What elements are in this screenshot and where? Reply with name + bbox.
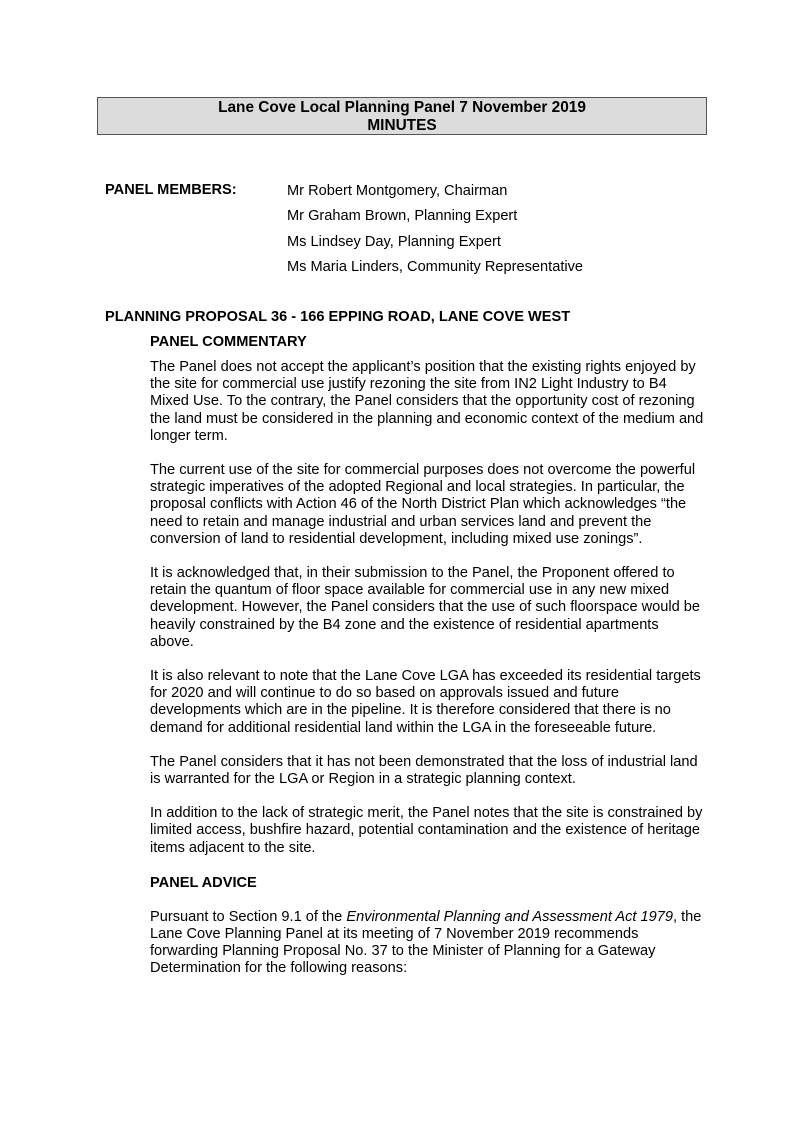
commentary-paragraph: It is also relevant to note that the Lane Cove LGA has exceeded its residential targets for 2020 and will continue to do so based on approvals issued and future developments which are in the pipeline. It is therefore considered that there is no demand for additional residential land within the LGA in the foreseeable future. <box>150 668 701 736</box>
commentary-heading: PANEL COMMENTARY <box>150 334 307 350</box>
document-title: Lane Cove Local Planning Panel 7 November 2019 <box>218 99 586 116</box>
proposal-heading: PLANNING PROPOSAL 36 - 166 EPPING ROAD, LANE COVE WEST <box>105 309 571 325</box>
document-title-box <box>97 97 707 135</box>
commentary-paragraph: The Panel considers that it has not been demonstrated that the loss of industrial land is warranted for the LGA or Region in a strategic planning context. <box>150 753 698 788</box>
panel-member: Ms Lindsey Day, Planning Expert <box>287 233 501 250</box>
commentary-paragraph: The current use of the site for commercial purposes does not overcome the powerful strategic imperatives of the adopted Regional and local strategies. In particular, the proposal conflicts with Action 46 of the North District Plan which acknowledges “the need to retain and manage industrial and urban services land and prevent the conversion of land to residential development, including mixed use zonings”. <box>150 462 696 547</box>
panel-member: Mr Graham Brown, Planning Expert <box>287 208 518 225</box>
panel-members-label: PANEL MEMBERS: <box>105 182 237 198</box>
commentary-paragraph: It is acknowledged that, in their submission to the Panel, the Proponent offered to retain the quantum of floor space available for commercial use in any new mixed development. However, the Panel considers that the use of such floorspace would be heavily constrained by the B4 zone and the existence of residential apartments above. <box>150 565 701 650</box>
advice-intro-continuation: , the Lane Cove Planning Panel at its meeting of 7 November 2019 recommends forwarding Planning Proposal No. 37 to the Minister of Planning for a Gateway Determination for the following reasons: <box>150 908 702 977</box>
advice-heading: PANEL ADVICE <box>150 874 257 891</box>
commentary-paragraph: The Panel does not accept the applicant’s position that the existing rights enjoyed by the site for commercial use justify rezoning the site from IN2 Light Industry to B4 Mixed Use. To the contrary, the Panel considers that the opportunity cost of rezoning the land must be considered in the planning and economic context of the medium and longer term. <box>150 359 704 444</box>
act-title: Environmental Planning and Assessment Act 1979 <box>346 908 673 925</box>
minutes-body <box>150 333 705 978</box>
panel-members-list <box>287 182 583 283</box>
commentary-paragraph: In addition to the lack of strategic merit, the Panel notes that the site is constrained by limited access, bushfire hazard, potential contamination and the existence of heritage items adjacent to the site. <box>150 805 703 856</box>
advice-paragraph <box>150 909 705 978</box>
panel-member: Ms Maria Linders, Community Representative <box>287 258 584 275</box>
document-subtitle: MINUTES <box>367 117 437 134</box>
advice-intro-text: Pursuant to Section 9.1 of the <box>150 908 347 925</box>
panel-member: Mr Robert Montgomery, Chairman <box>287 183 508 199</box>
